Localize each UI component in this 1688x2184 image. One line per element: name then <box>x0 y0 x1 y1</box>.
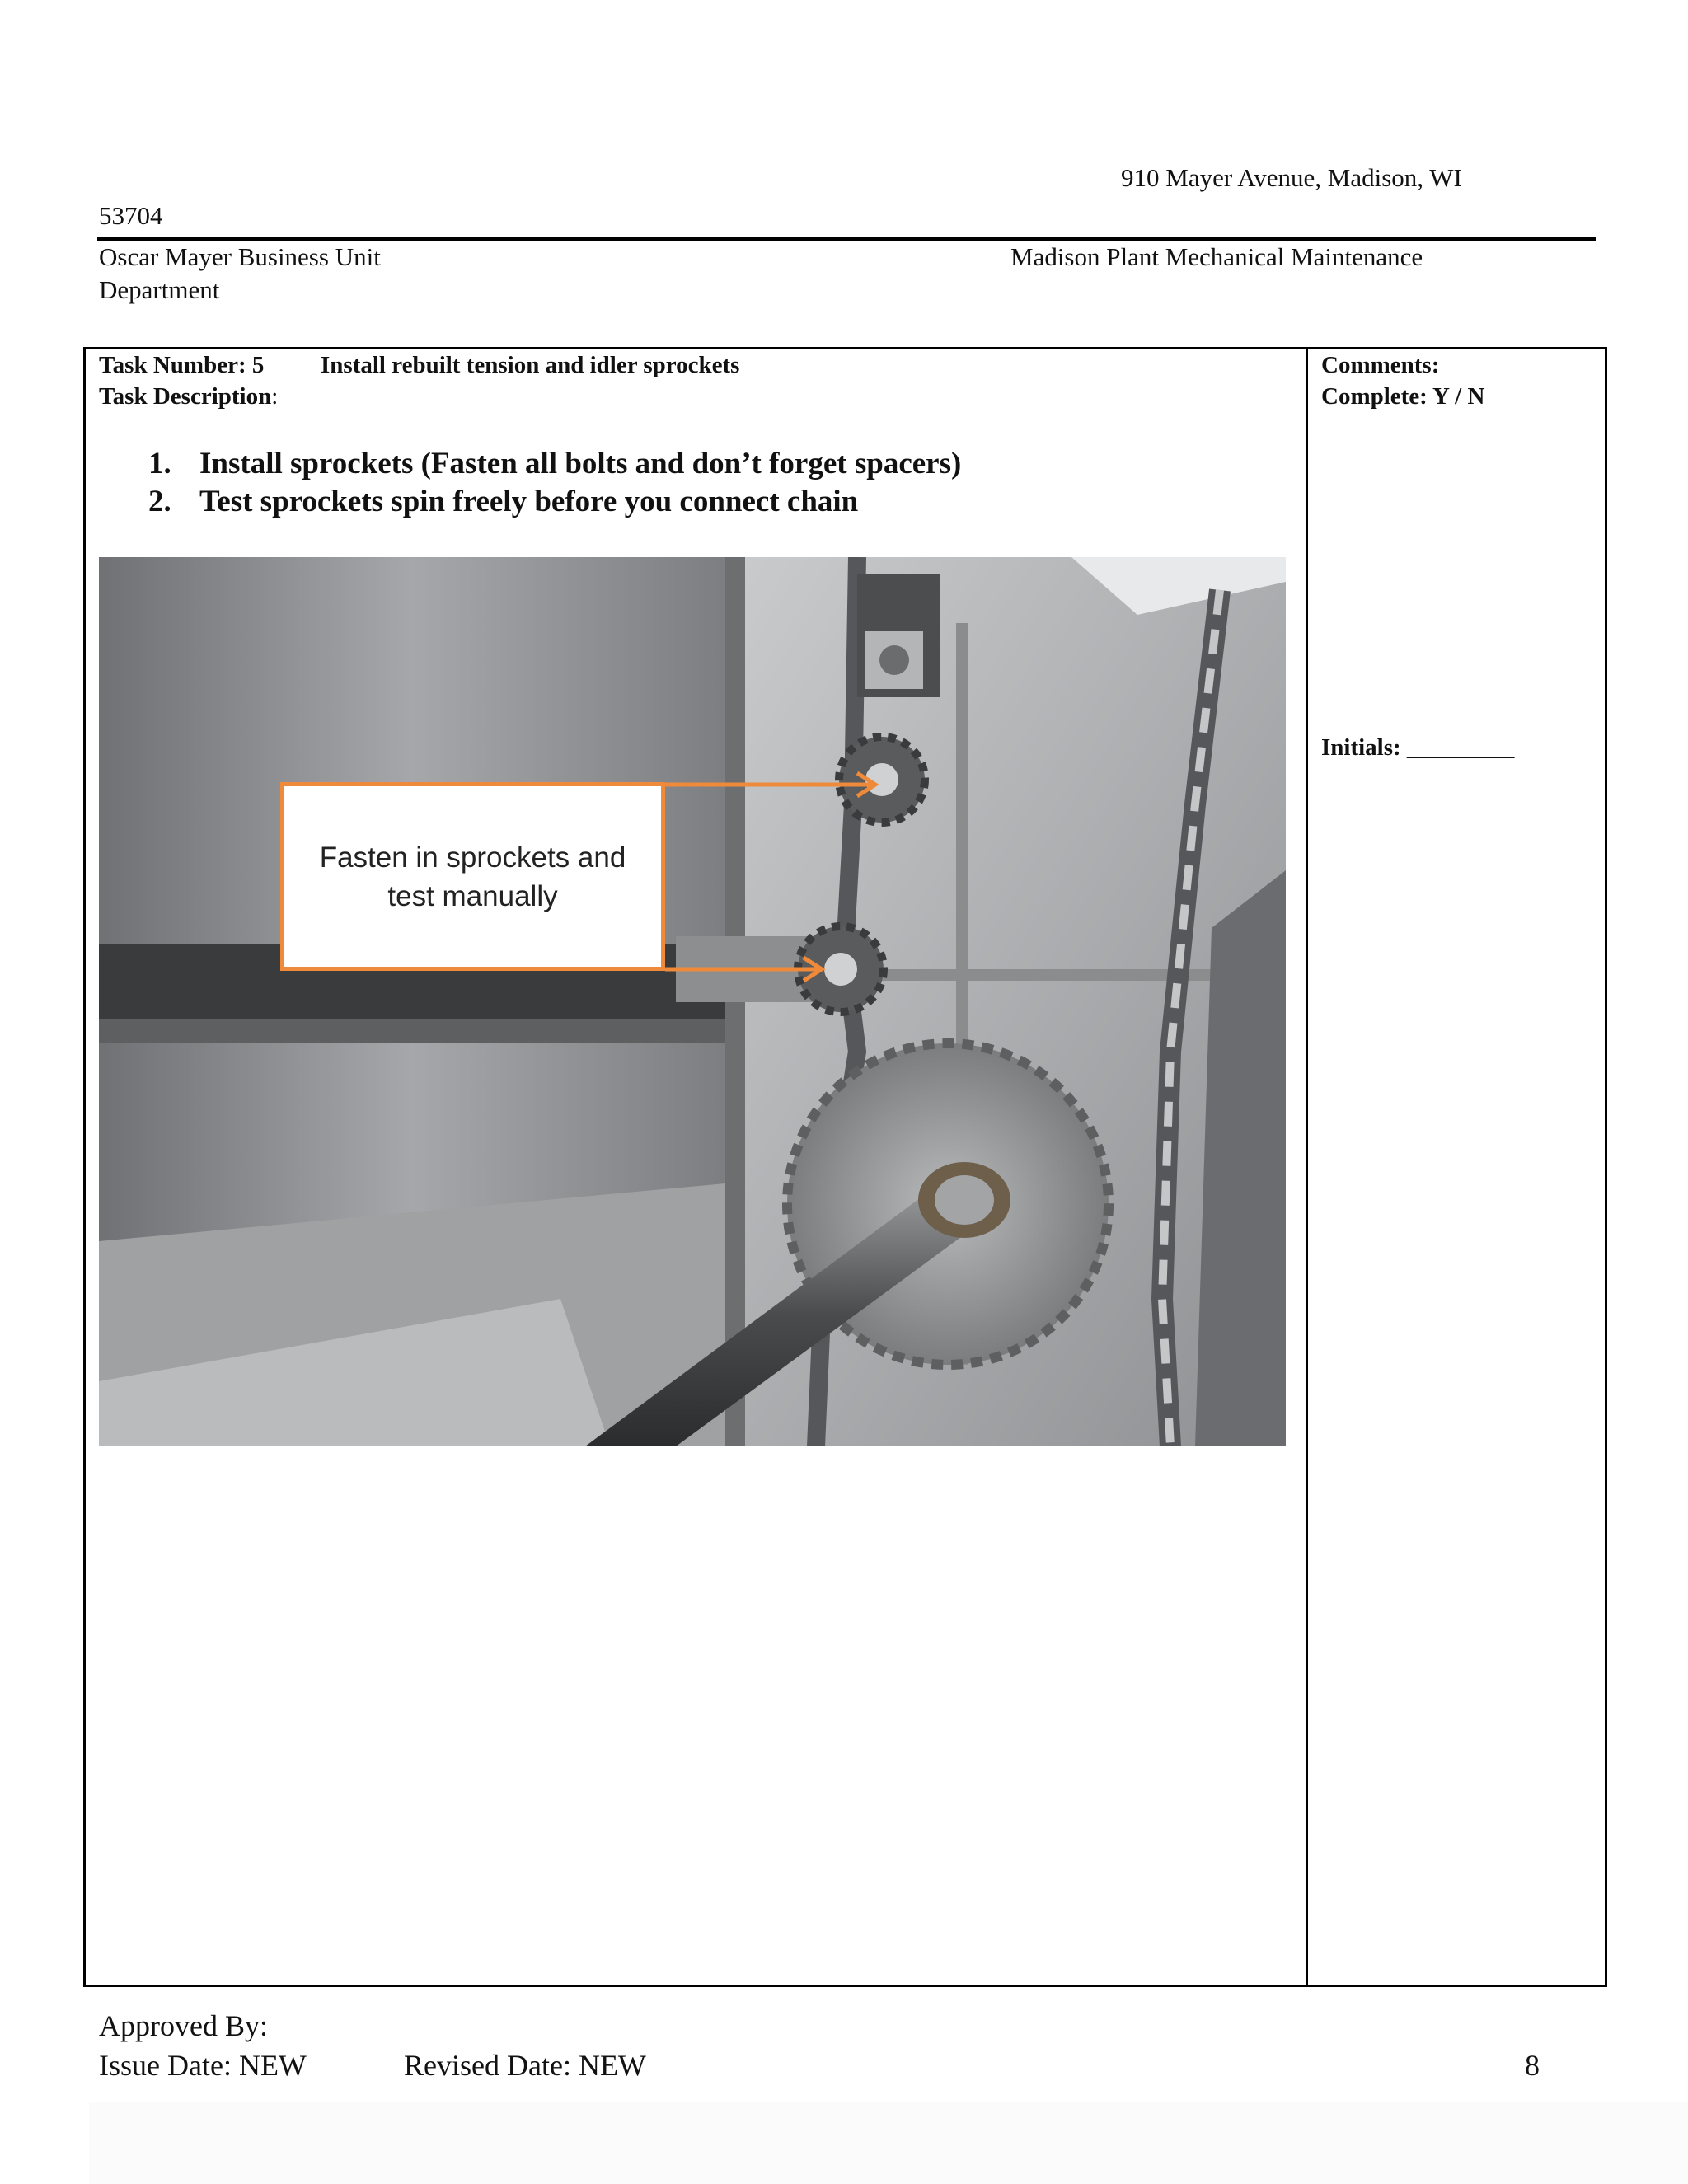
task-description-label: Task Description: <box>99 383 279 410</box>
page-number: 8 <box>1525 2049 1540 2082</box>
task-number-label: Task Number: 5 <box>99 352 265 378</box>
address-line: 910 Mayer Avenue, Madison, WI <box>1121 163 1462 192</box>
photo-callout: Fasten in sprockets and test manually <box>280 782 665 971</box>
task-title: Install rebuilt tension and idler sprockets <box>321 352 740 378</box>
initials-label: Initials: _________ <box>1321 734 1515 761</box>
department-continuation: Department <box>99 275 220 304</box>
complete-label: Complete: Y / N <box>1321 383 1485 410</box>
business-unit: Oscar Mayer Business Unit <box>99 242 381 271</box>
callout-arrows <box>0 0 1688 1071</box>
footer-band <box>89 2102 1688 2184</box>
revised-date: Revised Date: NEW <box>404 2049 646 2082</box>
issue-date: Issue Date: NEW <box>99 2049 307 2082</box>
comments-label: Comments: <box>1321 352 1440 378</box>
step-number: 2. <box>148 485 171 518</box>
step-text: Test sprockets spin freely before you connect chain <box>199 485 859 518</box>
approved-by: Approved By: <box>99 2009 268 2042</box>
zip-code: 53704 <box>99 201 163 230</box>
department-name: Madison Plant Mechanical Maintenance <box>1010 242 1423 271</box>
step-number: 1. <box>148 447 171 480</box>
step-text: Install sprockets (Fasten all bolts and don’t forget spacers) <box>199 447 962 480</box>
